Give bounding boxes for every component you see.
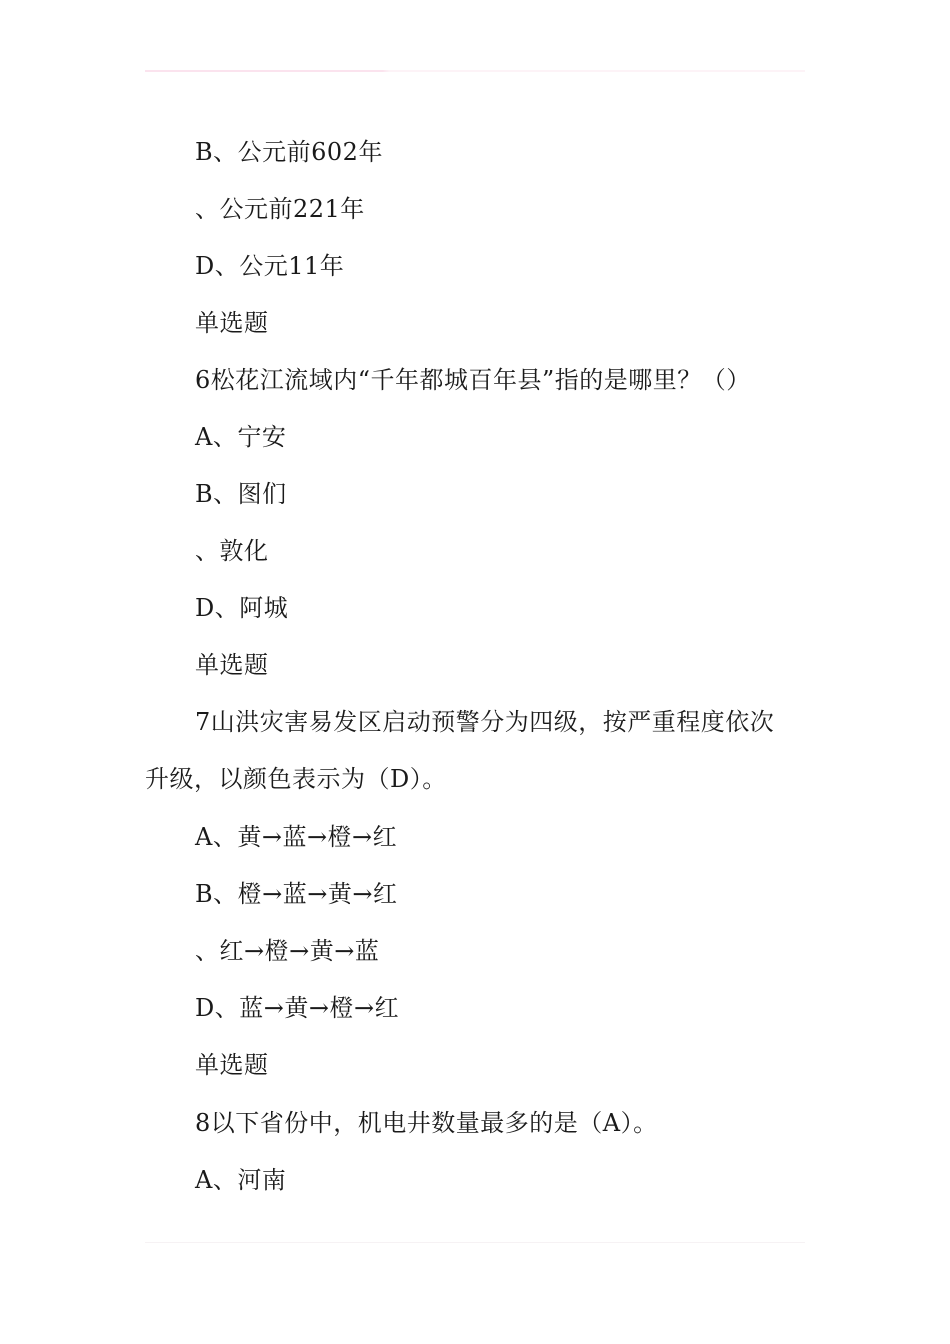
option-d-q5: D、公元11年 [195,252,345,280]
question-7-continued: 升级，以颜色表示为（D）。 [145,765,447,793]
option-c-q5: 、公元前221年 [195,195,365,223]
option-c-q7: 、红→橙→黄→蓝 [195,937,380,965]
option-b-q6: B、图们 [195,480,287,508]
option-d-q6: D、阿城 [195,594,289,622]
option-b-q5: B、公元前602年 [195,138,383,166]
footer-rule [145,1242,805,1243]
question-type-q8: 单选题 [195,1051,269,1079]
question-type-q7: 单选题 [195,651,269,679]
question-8: 8以下省份中，机电井数量最多的是（A）。 [195,1109,658,1137]
option-a-q6: A、宁安 [195,423,287,451]
option-a-q7: A、黄→蓝→橙→红 [195,823,398,851]
option-d-q7: D、蓝→黄→橙→红 [195,994,400,1022]
question-6: 6松花江流域内“千年都城百年县”指的是哪里？（） [195,366,751,394]
question-type-q6: 单选题 [195,309,269,337]
option-a-q8: A、河南 [195,1166,287,1194]
header-rule [145,70,805,72]
option-b-q7: B、橙→蓝→黄→红 [195,880,398,908]
option-c-q6: 、敦化 [195,537,269,565]
question-7: 7山洪灾害易发区启动预警分为四级，按严重程度依次 [195,708,775,736]
